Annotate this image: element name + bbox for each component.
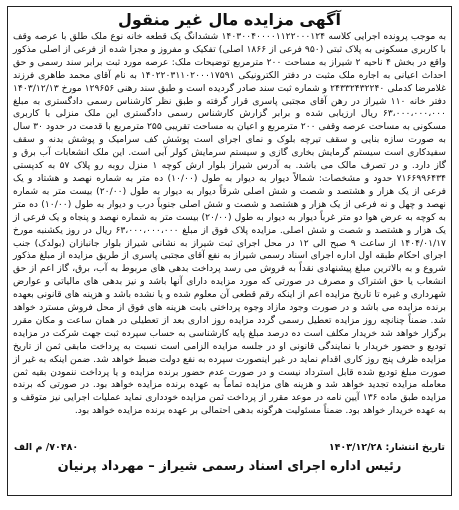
auction-notice <box>7 6 452 496</box>
signature-line: رئیس اداره اجرای اسناد رسمی شیراز – مهرداد پرنیان <box>57 459 402 474</box>
notice-body <box>8 31 451 439</box>
publication-date: تاریخ انتشار: ۱۴۰۳/۱۲/۲۸ <box>328 442 445 453</box>
notice-code: ۷۰۴۸۰/ م الف <box>14 442 79 453</box>
notice-title: آگهی مزایده مال غیر منقول <box>118 10 341 29</box>
notice-paragraph: به موجب پرونده اجرایی کلاسه ۱۴۰۳۰۰۴۰۰۰۰۱۱۲۲۰۰۰۱۲۴ ششدانگ یک قطعه خانه نوع ملک طلق با عرصه وقف با کاربری مسکونی به پلاک ثبتی (۹۵۰ فرعی از ۱۸۶۶ اصلی) تفکیک و مفروز و مجزا شده از فرعی از اصلی مذکور واقع در بخش ۴ ناحیه ۲ شیراز به مساحت ۲۰۰ مترمربع توضیحات ملک: عرصه مورد ثبت برابر سند رسمی و حق احداث اعیانی به اجاره ملک مثبت در دفتر الکترونیکی ۱۴۰۲۲۰۳۱۱۰۲۰۰۰۱۷۵۹۱ به نام آقای محمد طاهری فرزند غلامرضا کدملی ۲۴۳۳۲۴۳۲۲۴۰ و شماره ثبت سند صادر گردیده است و طبق سند رهنی ۱۲۹۶۵۶ مورخ ۱۴۰۳/۱۲/۱۳ دفتر خانه ۱۱۰ شیراز در رهن آقای مجتبی پاسری قرار گرفته و طبق نظر کارشناس رسمی دادگستری به مبلغ ۶۳،۰۰۰،۰۰۰،۰۰۰ ریال ارزیابی شده و برابر گزارش کارشناس رسمی دادگستری این ملک منزلی با کاربری مسکونی به مساحت عرصه وقفی ۲۰۰ مترمربع و اعیان به مساحت تقریبی ۲۵۵ مترمربع با قدمت در حدود ۳۰ سال به صورت سازه بنایی و سقف تیرچه بلوک و نمای اجرای است پوشش کف سرامیک و پوشش بدنه و سقف سفیدکاری است سیستم گرمایش بخاری گازی و سیستم سرمایش کولر آبی است. این ملک انشعابات آب برق و گاز دارد. و در تصرف مالک می باشد. به آدرس شیراز بلوار ارش کوچه ۱ منزل روبه رو پلاک ۵۷ به کدپستی ۷۱۶۶۹۹۶۴۳۴ حدود و مشخصات: شمالاً دیوار به دیوار به طول (۱۰/۰۰) ده متر به شماره نهصد و هشتاد و یک فرعی از یک هزار و هشتصد و شصت و شش اصلی شرقاً دیوار به دیوار به طول (۲۰/۰۰) بیست متر به شماره نهصد و چهل و نه فرعی از یک هزار و هشتصد و شصت و شش اصلی جنوباً درب و دیوار به طول (۱۰/۰۰) ده متر به کوچه به عرض هوا دو متر غرباً دیوار به دیوار به طول (۲۰/۰۰) بیست متر به شماره نهصد و پنجاه و یک فرعی از یک هزار و هشتصد و شصت و شش اصلی. مزایده پلاک فوق از مبلغ ۶۳،۰۰۰،۰۰۰،۰۰۰ ریال در روز یکشنبه مورخ ۱۴۰۴/۰۱/۱۷ از ساعت ۹ صبح الی ۱۲ در محل اجرای ثبت شیراز به نشانی شیراز بلوار جانبازان (بولدک) جنب اجرای احکام طبقه اول اداره اجرای اسناد رسمی شیراز به نفع آقای مجتبی پاسری از طریق مزایده از مبلغ مذکور شروع و به بالاترین مبلغ پیشنهادی نقداً به فروش می رسد پرداخت بدهی های مربوط به آب، برق، گاز اعم از حق انشعاب یا حق اشتراک و مصرف در صورتی که مورد مزایده دارای آنها باشد و نیز بدهی های مالیاتی و عوارض شهرداری و غیره تا تاریخ مزایده اعم از اینکه رقم قطعی آن معلوم شده و یا نشده باشد و هزینه های قانونی بعهده برنده مزایده می باشد و در صورت وجود مازاد وجوه پرداختی بابت هزینه های فوق از محل فروش مسترد خواهد شد. ضمناً چنانچه روز مزایده تعطیل رسمی گردد مزایده روز اداری بعد از تعطیلی در همان ساعت و مکان مقرر برگزار خواهد شد خریدار مکلف است ده درصد مبلغ پایه کارشناسی به حساب سپرده ثبت جهت شرکت در مزایده تودیع و حضور خریدار با نمایندگی قانونی او در جلسه مزایده الزامی است نسبت به پرداخت مابقی ثمن از تاریخ مزایده ظرف پنج روز کاری اقدام نماید در غیر اینصورت سپرده به نفع دولت ضبط خواهد شد. ضمن اینکه به غیر از صورت مبلغ تودیع شده قابل استرداد نیست و در صورت عدم حضور برنده مزایده و یا پرداخت ننمودن بقیه ثمن معامله مزایده تجدید خواهد شد و هزینه های مزایده تماماً به عهده برنده مزایده خواهد بود. در صورتی که برنده مزایده طبق ماده ۱۳۶ آیین نامه در موعد مقرر از پرداخت ثمن مزایده خودداری نماید عملیات اجرایی نیز متوقف و به عهده خریدار خواهد بود. ضمناً مسئولیت هرگونه بدهی احتمالی بر عهده برنده مزایده خواهد بود. <box>13 31 447 417</box>
publication-info <box>8 439 451 453</box>
